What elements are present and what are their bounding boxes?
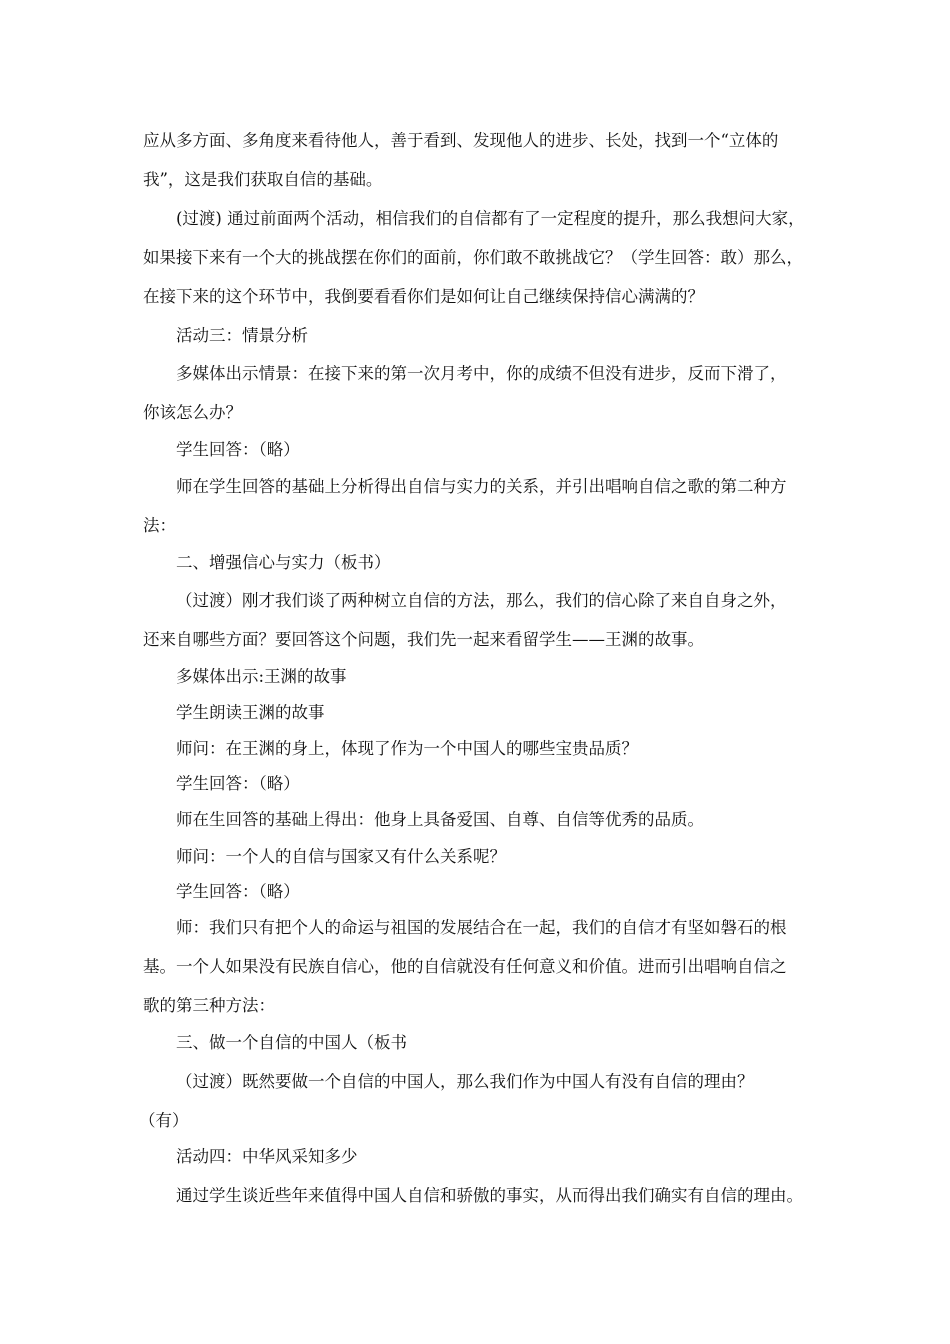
text-line: 通过学生谈近些年来值得中国人自信和骄傲的事实，从而得出我们确实有自信的理由。 <box>176 1186 803 1205</box>
text-line: 应从多方面、多角度来看待他人，善于看到、发现他人的进步、长处，找到一个“立体的 <box>143 131 779 150</box>
text-line: 师问：在王渊的身上，体现了作为一个中国人的哪些宝贵品质？ <box>176 739 638 758</box>
section-heading: 三、做一个自信的中国人（板书 <box>176 1033 407 1052</box>
text-line: 师问：一个人的自信与国家又有什么关系呢？ <box>176 847 506 866</box>
text-line: 师在学生回答的基础上分析得出自信与实力的关系，并引出唱响自信之歌的第二种方 <box>176 477 787 496</box>
text-line: 多媒体出示:王渊的故事 <box>176 667 347 686</box>
text-line: （过渡）既然要做一个自信的中国人，那么我们作为中国人有没有自信的理由？ <box>176 1072 754 1091</box>
text-line: （有） <box>139 1111 189 1130</box>
text-line: 歌的第三种方法： <box>143 996 275 1015</box>
text-line: 学生朗读王渊的故事 <box>176 703 325 722</box>
text-line: 我”，这是我们获取自信的基础。 <box>143 170 383 189</box>
text-line: 师在生回答的基础上得出：他身上具备爱国、自尊、自信等优秀的品质。 <box>176 810 704 829</box>
text-line: 师：我们只有把个人的命运与祖国的发展结合在一起，我们的自信才有坚如磐石的根 <box>176 918 787 937</box>
text-line: 多媒体出示情景：在接下来的第一次月考中，你的成绩不但没有进步，反而下滑了， <box>176 364 787 383</box>
text-line: 在接下来的这个环节中，我倒要看看你们是如何让自己继续保持信心满满的？ <box>143 287 704 306</box>
section-heading: 活动四：中华风采知多少 <box>176 1147 358 1166</box>
text-line: 如果接下来有一个大的挑战摆在你们的面前，你们敢不敢挑战它？（学生回答：敢）那么， <box>143 248 803 267</box>
text-line: 还来自哪些方面？要回答这个问题，我们先一起来看留学生——王渊的故事。 <box>143 630 704 649</box>
text-line: 法： <box>143 516 176 535</box>
text-line: 学生回答：（略） <box>176 882 300 901</box>
text-line: (过渡) 通过前面两个活动，相信我们的自信都有了一定程度的提升，那么我想问大家， <box>176 209 805 228</box>
section-heading: 二、增强信心与实力（板书） <box>176 553 391 572</box>
section-heading: 活动三：情景分析 <box>176 326 308 345</box>
text-line: 学生回答：（略） <box>176 774 300 793</box>
text-line: 基。一个人如果没有民族自信心，他的自信就没有任何意义和价值。进而引出唱响自信之 <box>143 957 787 976</box>
text-line: 学生回答：（略） <box>176 440 300 459</box>
text-line: （过渡）刚才我们谈了两种树立自信的方法，那么，我们的信心除了来自自身之外， <box>176 591 787 610</box>
text-line: 你该怎么办？ <box>143 403 242 422</box>
